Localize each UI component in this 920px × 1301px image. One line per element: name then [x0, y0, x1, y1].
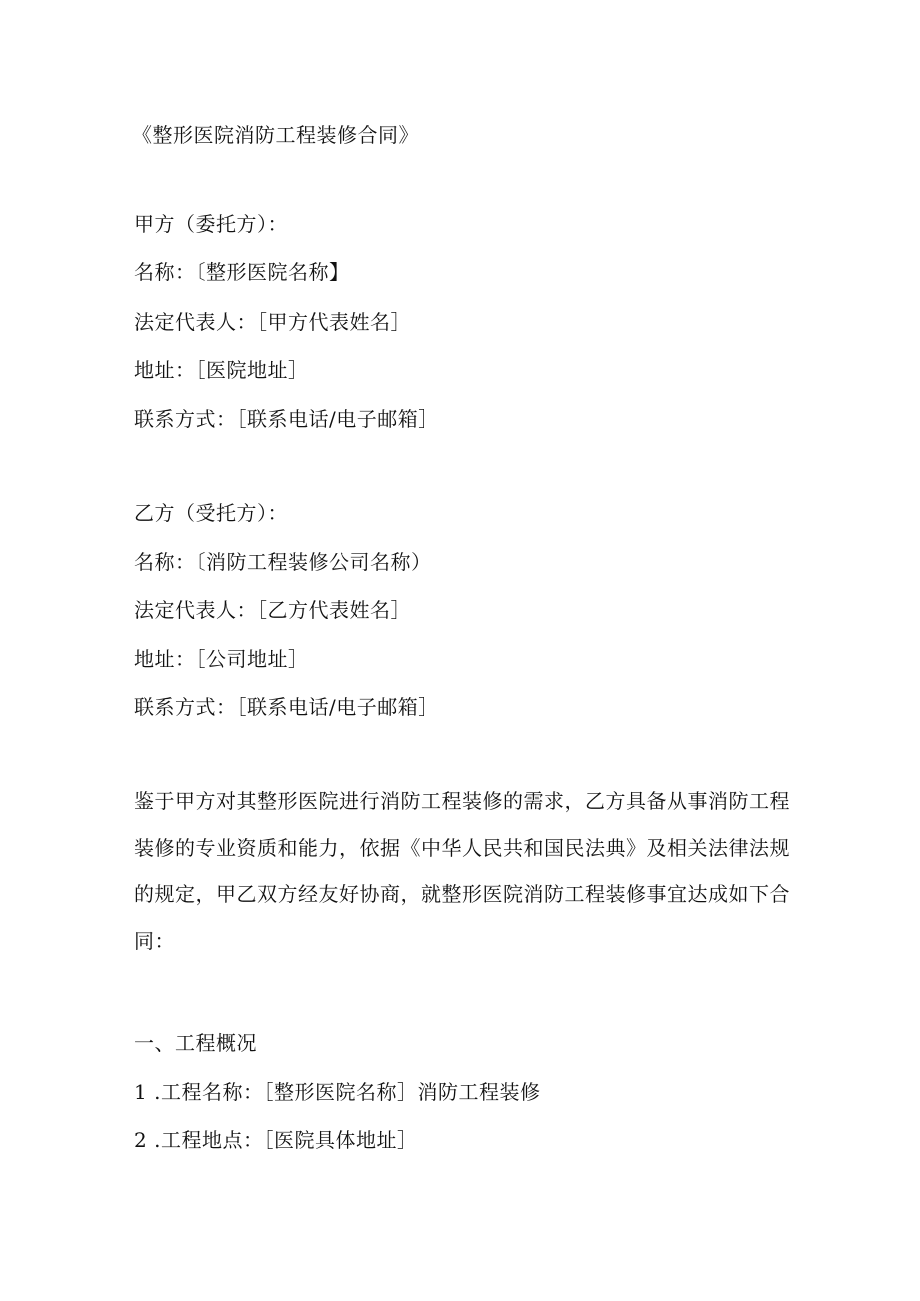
preamble-line: 鉴于甲方对其整形医院进行消防工程装修的需求，乙方具备从事消防工程	[134, 789, 790, 813]
preamble-paragraph	[134, 778, 794, 964]
party-b-heading: 乙方（受托方）：	[134, 501, 288, 525]
preamble-line: 同：	[134, 928, 175, 953]
party-a-heading: 甲方（委托方）：	[134, 212, 288, 236]
party-a-name: 名称：〔整形医院名称】	[134, 260, 350, 284]
party-a-address: 地址：［医院地址］	[134, 358, 309, 382]
party-a-contact: 联系方式：［联系电话/电子邮箱］	[134, 407, 439, 431]
party-b-name: 名称：〔消防工程装修公司名称）	[134, 550, 432, 574]
party-a-representative: 法定代表人：［甲方代表姓名］	[134, 310, 411, 334]
section-1-item: 2 .工程地点：［医院具体地址］	[134, 1128, 418, 1152]
party-b-contact: 联系方式：［联系电话/电子邮箱］	[134, 695, 439, 719]
party-b-representative: 法定代表人：［乙方代表姓名］	[134, 598, 411, 622]
preamble-line: 装修的专业资质和能力，依据《中华人民共和国民法典》及相关法律法规	[134, 835, 790, 860]
section-1-heading: 一、工程概况	[134, 1031, 257, 1055]
document-title: 《整形医院消防工程装修合同》	[132, 123, 419, 147]
preamble-line: 的规定，甲乙双方经友好协商，就整形医院消防工程装修事宜达成如下合	[134, 882, 790, 906]
party-b-address: 地址：［公司地址］	[134, 647, 309, 671]
section-1-item: 1 .工程名称：［整形医院名称］消防工程装修	[134, 1080, 541, 1104]
